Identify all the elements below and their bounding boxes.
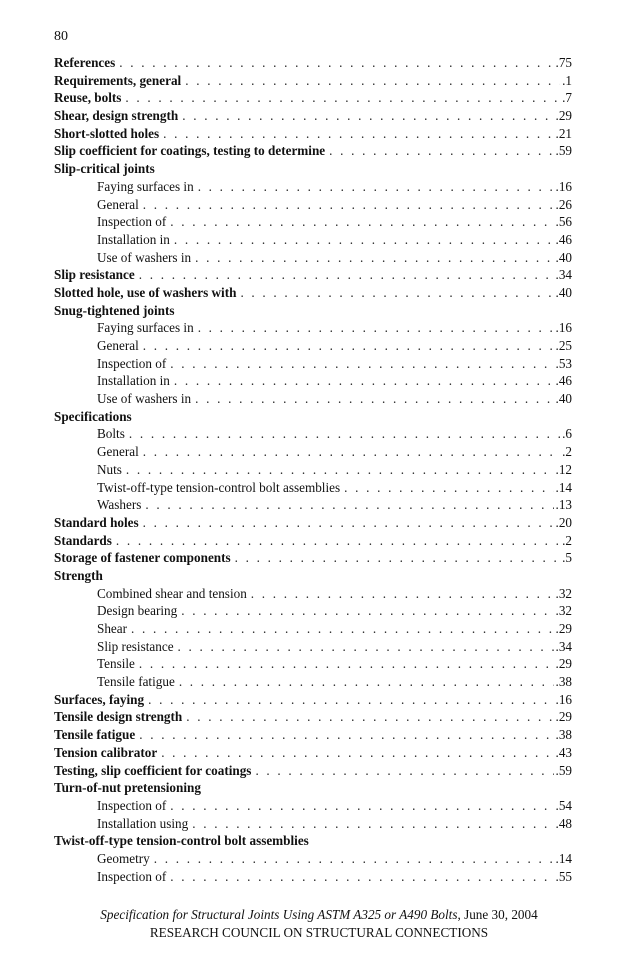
index-term: Twist-off-type tension-control bolt assemblies — [54, 833, 309, 849]
index-page-ref: .16 — [555, 178, 572, 194]
index-term: Surfaces, faying — [54, 691, 145, 707]
dot-leader — [251, 585, 554, 603]
index-term: Slip coefficient for coatings, testing to determine — [54, 143, 326, 159]
index-page-ref: .34 — [555, 638, 572, 654]
dot-leader — [139, 266, 554, 284]
index-subentry — [54, 797, 572, 815]
index-page-ref: .12 — [555, 461, 572, 477]
index-entry — [54, 691, 572, 709]
index-term: Requirements, general — [54, 72, 182, 88]
dot-leader — [192, 815, 553, 833]
index-subentry — [54, 638, 572, 656]
index-entry — [54, 514, 572, 532]
index-page-ref: .2 — [562, 532, 572, 548]
dot-leader — [344, 479, 553, 497]
index-page-ref: .38 — [555, 727, 572, 743]
index-term: Tensile fatigue — [54, 727, 136, 743]
index-entry — [54, 89, 572, 107]
index-page-ref: .14 — [555, 479, 572, 495]
index-term: Inspection of — [97, 214, 167, 230]
dot-leader — [240, 284, 553, 302]
index-page-ref: .55 — [555, 868, 572, 884]
index-page-ref: .53 — [555, 355, 572, 371]
index-term: Reuse, bolts — [54, 90, 122, 106]
index-term: Nuts — [97, 461, 122, 477]
index-term: Installation using — [97, 815, 189, 831]
dot-leader — [185, 72, 560, 90]
index-page-ref: .2 — [562, 444, 572, 460]
index-term: Tension calibrator — [54, 744, 158, 760]
dot-leader — [186, 708, 553, 726]
dot-leader — [329, 142, 553, 160]
index-page-ref: .34 — [555, 267, 572, 283]
dot-leader — [198, 178, 554, 196]
index-entry — [54, 72, 572, 90]
dot-leader — [148, 691, 553, 709]
index-page-ref: .29 — [555, 656, 572, 672]
index-subentry — [54, 231, 572, 249]
dot-leader — [170, 213, 553, 231]
index-term: Installation in — [97, 373, 170, 389]
index-page-ref: .14 — [555, 850, 572, 866]
index-subentry — [54, 213, 572, 231]
index-term: Use of washers in — [97, 391, 192, 407]
dot-leader — [198, 319, 554, 337]
index-page-ref: .26 — [555, 196, 572, 212]
index-term: General — [97, 444, 139, 460]
index-page-ref: .32 — [555, 603, 572, 619]
index-term: Short-slotted holes — [54, 125, 160, 141]
dot-leader — [143, 196, 554, 214]
dot-leader — [170, 355, 553, 373]
index-entry — [54, 142, 572, 160]
index-term: Slip-critical joints — [54, 161, 155, 177]
index-subentry — [54, 355, 572, 373]
index-term: Strength — [54, 567, 103, 583]
index-term: Tensile — [97, 656, 135, 672]
index-page-ref: .25 — [555, 338, 572, 353]
dot-leader — [181, 602, 553, 620]
dot-leader — [170, 797, 553, 815]
footer-title: Specification for Structural Joints Using ASTM A325 or A490 Bolts — [100, 907, 458, 922]
index-entry — [54, 107, 572, 125]
index-page-ref: .43 — [555, 744, 572, 760]
page-footer — [0, 906, 638, 942]
index-subentry — [54, 390, 572, 408]
dot-leader — [154, 850, 554, 868]
dot-leader — [143, 514, 554, 532]
index-entry — [54, 266, 572, 284]
index-subentry — [54, 372, 572, 390]
dot-leader — [139, 655, 554, 673]
index-subentry — [54, 249, 572, 267]
index-term: Storage of fastener components — [54, 550, 231, 566]
index-entry — [54, 726, 572, 744]
index-entry — [54, 744, 572, 762]
index-page-ref: .29 — [555, 108, 572, 124]
dot-leader — [178, 638, 554, 656]
index-term: Slip resistance — [97, 638, 174, 654]
index-entry — [54, 832, 572, 850]
index-entry — [54, 708, 572, 726]
index-page-ref: .56 — [555, 214, 572, 230]
index-page-ref: .59 — [555, 762, 572, 778]
index-term: Inspection of — [97, 355, 167, 371]
index-term: Design bearing — [97, 603, 178, 619]
index-term: Standards — [54, 532, 112, 548]
index-term: Snug-tightened joints — [54, 302, 175, 318]
index-subentry — [54, 178, 572, 196]
index-subentry — [54, 443, 572, 461]
index-entry — [54, 160, 572, 178]
index-term: Inspection of — [97, 797, 167, 813]
dot-leader — [125, 89, 560, 107]
index-term: Slotted hole, use of washers with — [54, 284, 237, 300]
index-page-ref: .40 — [555, 391, 572, 407]
dot-leader — [143, 443, 560, 461]
index-page-ref: .75 — [555, 55, 572, 70]
dot-leader — [129, 425, 560, 443]
index-entry — [54, 762, 572, 780]
index-subentry — [54, 602, 572, 620]
index-page-ref: .5 — [562, 550, 572, 566]
index-subentry — [54, 461, 572, 479]
index-page-ref: .7 — [562, 90, 572, 106]
index-subentry — [54, 337, 572, 355]
dot-leader — [255, 762, 553, 780]
page-number: 80 — [54, 29, 68, 44]
index-term: Geometry — [97, 850, 150, 866]
index-page-ref: .38 — [555, 674, 572, 690]
index-entry — [54, 567, 572, 585]
dot-leader — [195, 390, 553, 408]
footer-date: , June 30, 2004 — [457, 907, 538, 922]
index-term: Testing, slip coefficient for coatings — [54, 762, 252, 778]
index-term: Use of washers in — [97, 249, 192, 265]
index-term: Standard holes — [54, 514, 139, 530]
index-subentry — [54, 868, 572, 886]
index-page-ref: .48 — [555, 815, 572, 831]
index-subentry — [54, 815, 572, 833]
dot-leader — [179, 673, 554, 691]
index-page-ref: .16 — [555, 691, 572, 707]
index-subentry — [54, 425, 572, 443]
index-term: Bolts — [97, 426, 125, 442]
index-entry — [54, 54, 572, 72]
index-page-ref: .54 — [555, 797, 572, 813]
index-term: General — [97, 196, 139, 212]
index-entry — [54, 532, 572, 550]
index-entry — [54, 549, 572, 567]
index-term: Twist-off-type tension-control bolt assemblies — [97, 479, 341, 495]
index-page-ref: .6 — [562, 426, 572, 442]
index-page-ref: .1 — [562, 72, 572, 88]
index-subentry — [54, 850, 572, 868]
dot-leader — [163, 125, 553, 143]
dot-leader — [161, 744, 553, 762]
index-entry — [54, 302, 572, 320]
index-page-ref: .13 — [555, 497, 572, 513]
index-page-ref: .29 — [555, 621, 572, 636]
index-term: Turn-of-nut pretensioning — [54, 780, 201, 796]
footer-citation — [0, 906, 638, 924]
index-subentry — [54, 620, 572, 638]
index-subentry — [54, 479, 572, 497]
dot-leader — [131, 620, 553, 638]
index-subentry — [54, 585, 572, 603]
index-term: References — [54, 55, 116, 70]
dot-leader — [139, 726, 553, 744]
dot-leader — [145, 496, 553, 514]
index-page-ref: .21 — [555, 125, 572, 141]
dot-leader — [116, 532, 560, 550]
index-subentry — [54, 655, 572, 673]
dot-leader — [174, 231, 554, 249]
index-subentry — [54, 496, 572, 514]
index-term: Washers — [97, 497, 142, 513]
index-entry — [54, 284, 572, 302]
index-page-ref: .40 — [555, 249, 572, 265]
dot-leader — [170, 868, 553, 886]
index-entry — [54, 779, 572, 797]
dot-leader — [235, 549, 560, 567]
index-page-ref: .32 — [555, 585, 572, 601]
index-term: Faying surfaces in — [97, 178, 194, 194]
index-page-ref: .16 — [555, 320, 572, 336]
index-page-ref: .29 — [555, 709, 572, 725]
index-page-ref: .46 — [555, 373, 572, 389]
dot-leader — [174, 372, 554, 390]
dot-leader — [126, 461, 554, 479]
index-term: Shear, design strength — [54, 108, 179, 124]
dot-leader — [195, 249, 553, 267]
index-term: Tensile design strength — [54, 709, 183, 725]
index-term: Slip resistance — [54, 267, 135, 283]
index-term: Inspection of — [97, 868, 167, 884]
index-term: Installation in — [97, 231, 170, 247]
index-page-ref: .46 — [555, 231, 572, 247]
footer-organization: RESEARCH COUNCIL ON STRUCTURAL CONNECTIONS — [149, 925, 489, 940]
dot-leader — [119, 54, 553, 72]
index-term: General — [97, 338, 139, 353]
index-term: Faying surfaces in — [97, 320, 194, 336]
index-entry — [54, 125, 572, 143]
dot-leader — [143, 337, 554, 355]
index-entry — [54, 408, 572, 426]
index-subentry — [54, 196, 572, 214]
dot-leader — [182, 107, 553, 125]
index-subentry — [54, 319, 572, 337]
index-term: Shear — [97, 621, 128, 636]
index-subentry — [54, 673, 572, 691]
index-page-ref: .20 — [555, 514, 572, 530]
index-page-ref: .59 — [555, 143, 572, 159]
index-term: Tensile fatigue — [97, 674, 175, 690]
index-term: Specifications — [54, 408, 132, 424]
index-term: Combined shear and tension — [97, 585, 247, 601]
index-page-ref: .40 — [555, 284, 572, 300]
index-list — [54, 54, 572, 885]
